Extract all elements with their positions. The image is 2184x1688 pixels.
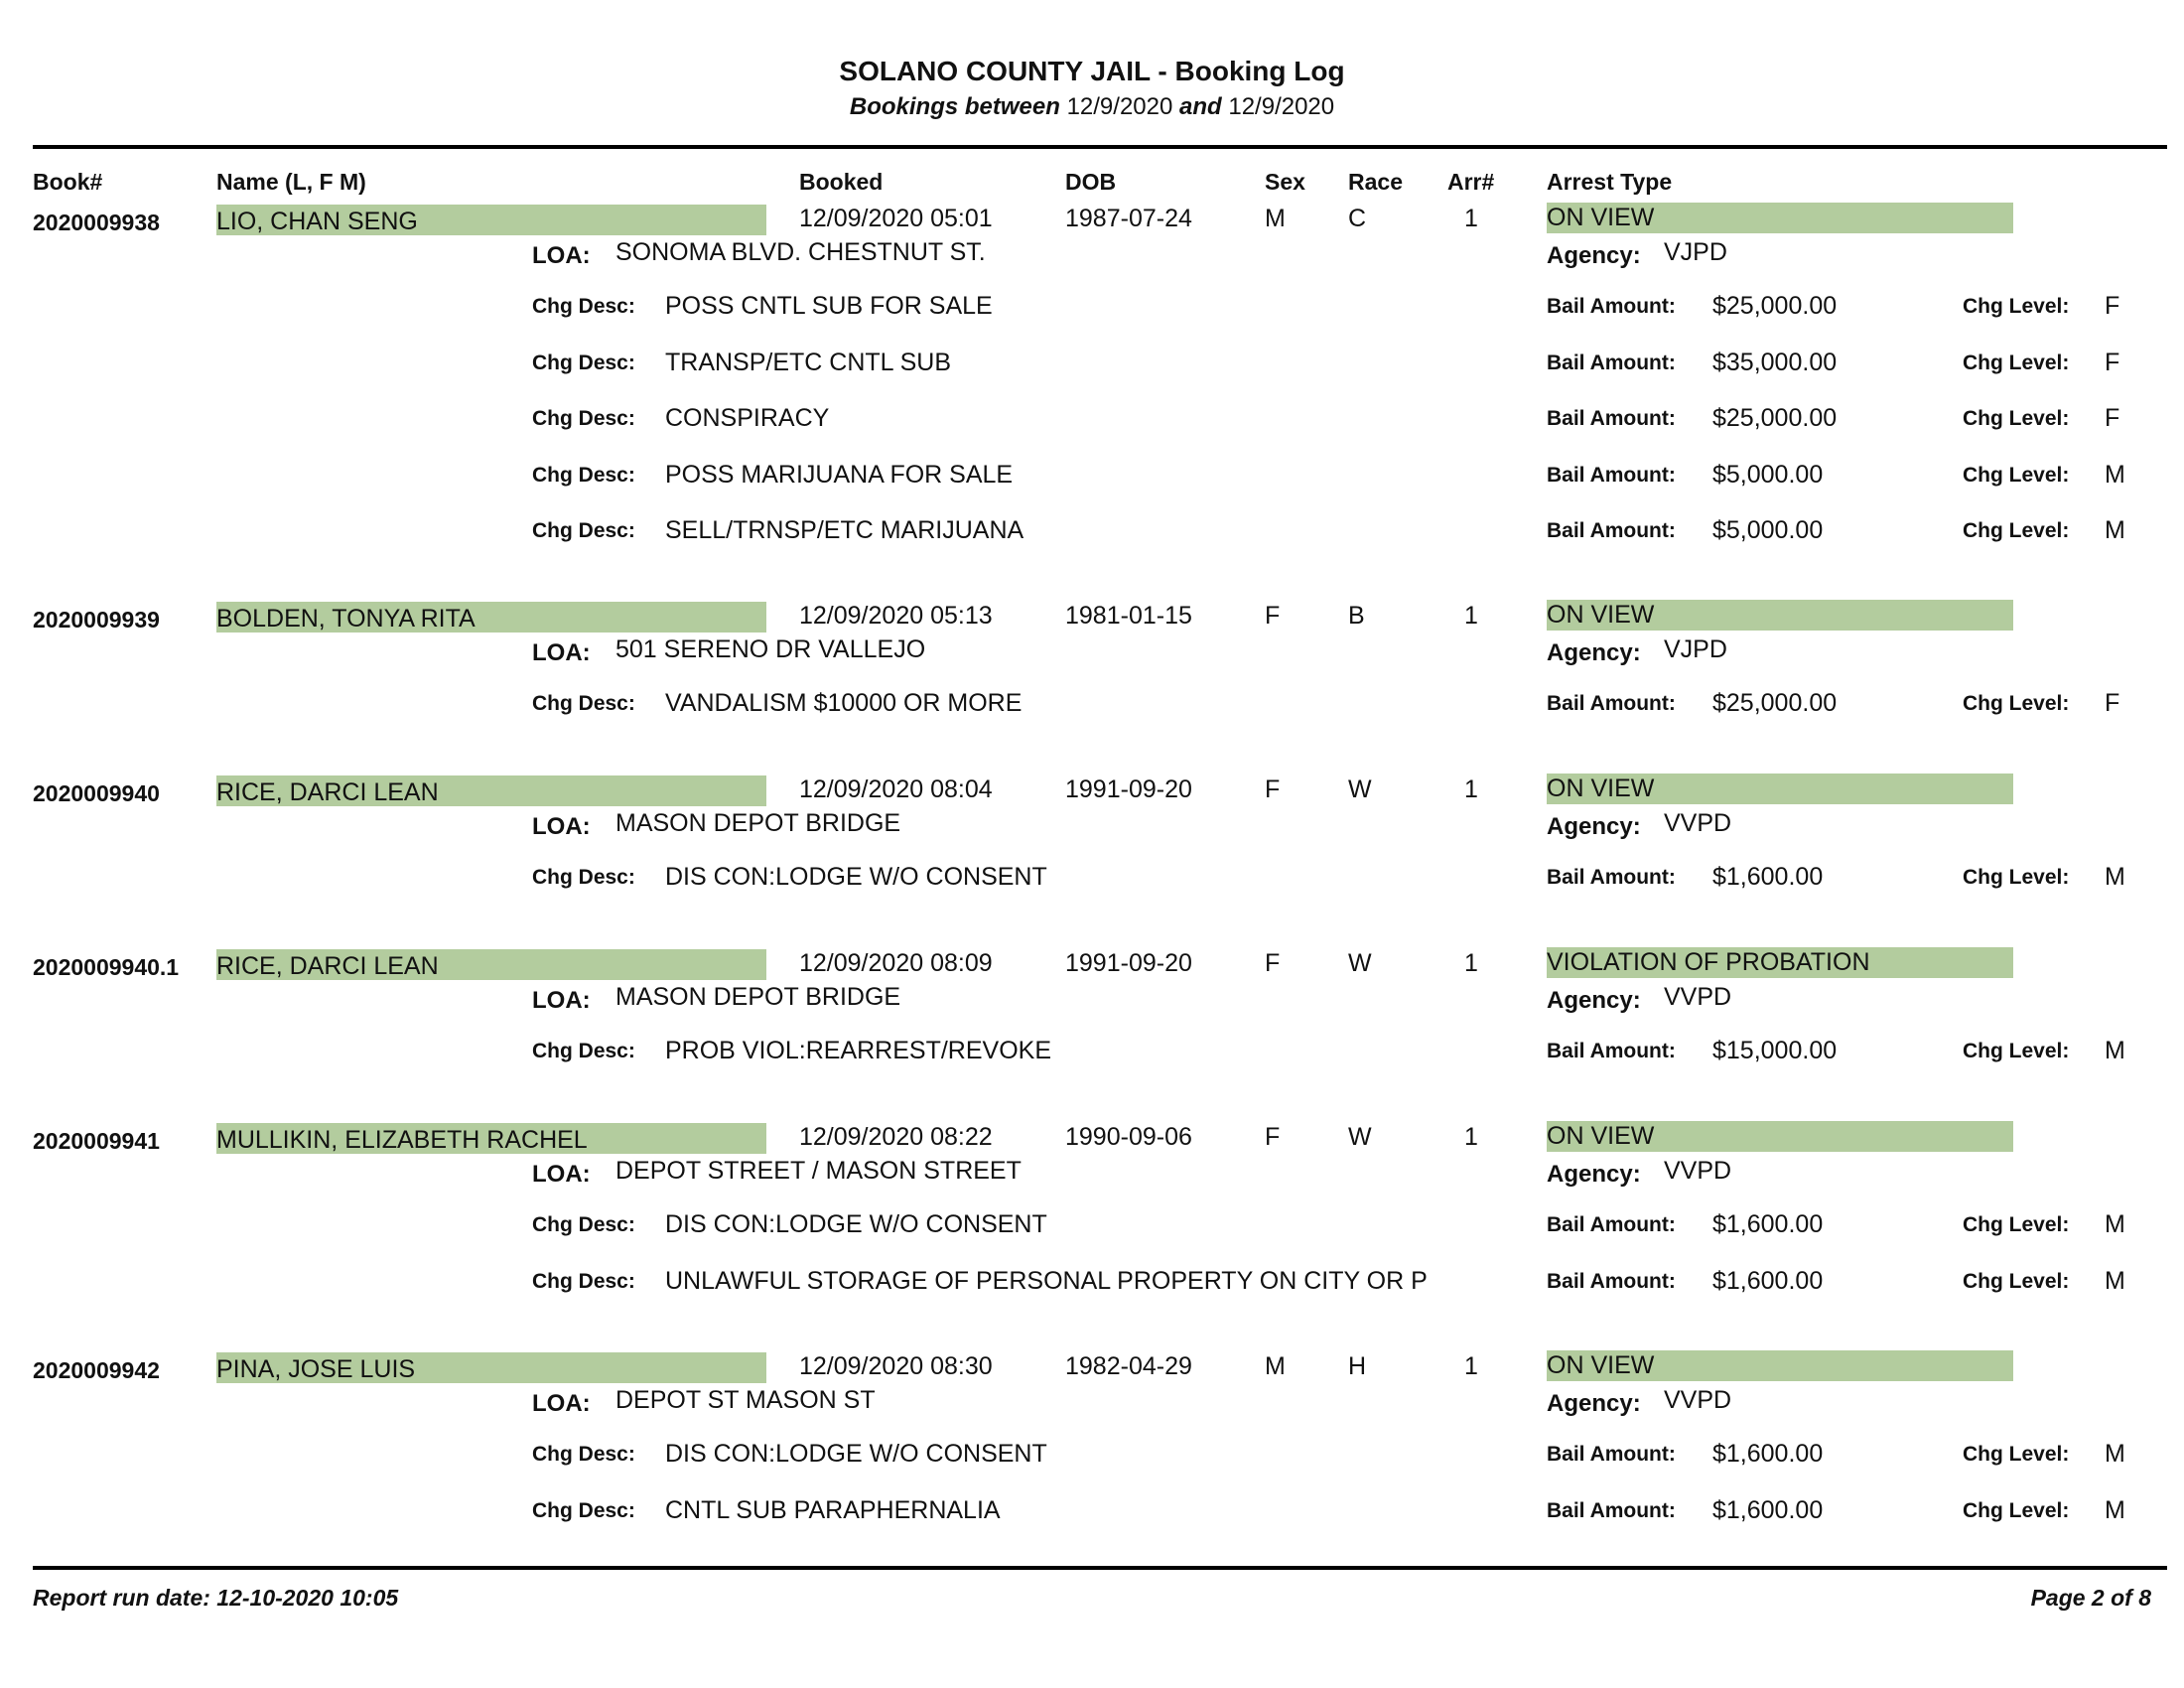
arrest-number: 1: [1464, 1352, 1478, 1380]
chg-desc-label: Chg Desc:: [532, 295, 635, 318]
chg-level-label: Chg Level:: [1963, 1498, 2070, 1522]
bail-amount-label: Bail Amount:: [1547, 519, 1676, 542]
agency-label: Agency:: [1547, 242, 1641, 269]
chg-desc-label: Chg Desc:: [532, 463, 635, 487]
arrest-number: 1: [1464, 949, 1478, 977]
booked-datetime: 12/09/2020 08:22: [799, 1123, 993, 1151]
col-race: Race: [1348, 169, 1403, 195]
arrest-number: 1: [1464, 775, 1478, 803]
chg-level-label: Chg Level:: [1963, 519, 2070, 542]
chg-desc: TRANSP/ETC CNTL SUB: [665, 348, 952, 376]
agency-value: VJPD: [1664, 635, 1727, 663]
sex: F: [1265, 775, 1281, 803]
subtitle-and: and: [1179, 93, 1222, 120]
booked-datetime: 12/09/2020 05:13: [799, 602, 993, 630]
chg-desc-label: Chg Desc:: [532, 351, 635, 374]
chg-desc-label: Chg Desc:: [532, 1498, 635, 1522]
bail-amount-label: Bail Amount:: [1547, 351, 1676, 374]
book-number: 2020009939: [33, 607, 160, 633]
bail-amount: $1,600.00: [1712, 863, 1824, 891]
loa-value: MASON DEPOT BRIDGE: [615, 983, 901, 1011]
sex: M: [1265, 1352, 1286, 1380]
race: B: [1348, 602, 1365, 630]
chg-desc-label: Chg Desc:: [532, 866, 635, 889]
race: W: [1348, 775, 1372, 803]
race: C: [1348, 205, 1367, 232]
col-book: Book#: [33, 169, 103, 195]
agency-label: Agency:: [1547, 1161, 1641, 1188]
booked-datetime: 12/09/2020 08:30: [799, 1352, 993, 1380]
chg-desc: PROB VIOL:REARREST/REVOKE: [665, 1037, 1051, 1064]
dob: 1990-09-06: [1065, 1123, 1192, 1151]
book-number: 2020009940: [33, 780, 160, 806]
chg-level-label: Chg Level:: [1963, 1213, 2070, 1236]
chg-level: M: [2105, 1037, 2125, 1064]
chg-level: F: [2105, 348, 2120, 376]
loa-label: LOA:: [532, 1161, 591, 1188]
agency-value: VVPD: [1664, 1386, 1732, 1414]
page-number: Page 2 of 8: [2030, 1585, 2151, 1611]
bail-amount-label: Bail Amount:: [1547, 866, 1676, 889]
chg-level: M: [2105, 460, 2125, 489]
sex: F: [1265, 602, 1281, 630]
agency-value: VVPD: [1664, 983, 1732, 1011]
chg-level-label: Chg Level:: [1963, 1269, 2070, 1293]
arrest-number: 1: [1464, 602, 1478, 630]
chg-desc-label: Chg Desc:: [532, 1443, 635, 1466]
loa-value: 501 SERENO DR VALLEJO: [615, 635, 926, 663]
bail-amount-label: Bail Amount:: [1547, 692, 1676, 715]
chg-desc: POSS CNTL SUB FOR SALE: [665, 292, 993, 320]
dob: 1982-04-29: [1065, 1352, 1192, 1380]
bail-amount: $25,000.00: [1712, 404, 1838, 432]
agency-label: Agency:: [1547, 813, 1641, 840]
date-to: 12/9/2020: [1228, 93, 1335, 120]
agency-value: VVPD: [1664, 1157, 1732, 1185]
bail-amount: $1,600.00: [1712, 1266, 1824, 1295]
chg-level: M: [2105, 1210, 2125, 1238]
inmate-name: BOLDEN, TONYA RITA: [216, 605, 476, 633]
dob: 1991-09-20: [1065, 949, 1192, 977]
chg-desc: DIS CON:LODGE W/O CONSENT: [665, 1440, 1047, 1468]
book-number: 2020009938: [33, 210, 160, 235]
loa-label: LOA:: [532, 639, 591, 666]
loa-value: DEPOT ST MASON ST: [615, 1386, 876, 1414]
bail-amount: $1,600.00: [1712, 1210, 1824, 1238]
bail-amount: $25,000.00: [1712, 689, 1838, 717]
loa-label: LOA:: [532, 987, 591, 1014]
col-name: Name (L, F M): [216, 169, 366, 195]
chg-level: M: [2105, 516, 2125, 544]
chg-desc: CONSPIRACY: [665, 404, 830, 432]
agency-label: Agency:: [1547, 639, 1641, 666]
dob: 1981-01-15: [1065, 602, 1192, 630]
agency-label: Agency:: [1547, 987, 1641, 1014]
chg-desc-label: Chg Desc:: [532, 519, 635, 542]
race: H: [1348, 1352, 1367, 1380]
report-subtitle: [0, 93, 2184, 121]
chg-level-label: Chg Level:: [1963, 295, 2070, 318]
inmate-name: RICE, DARCI LEAN: [216, 952, 439, 980]
bail-amount-label: Bail Amount:: [1547, 1040, 1676, 1062]
chg-desc: VANDALISM $10000 OR MORE: [665, 689, 1023, 717]
bail-amount-label: Bail Amount:: [1547, 463, 1676, 487]
agency-value: VJPD: [1664, 238, 1727, 266]
sex: M: [1265, 205, 1286, 232]
bail-amount: $35,000.00: [1712, 348, 1838, 376]
chg-level-label: Chg Level:: [1963, 1443, 2070, 1466]
loa-value: DEPOT STREET / MASON STREET: [615, 1157, 1022, 1185]
inmate-name: PINA, JOSE LUIS: [216, 1355, 416, 1383]
bail-amount: $1,600.00: [1712, 1440, 1824, 1468]
chg-desc: CNTL SUB PARAPHERNALIA: [665, 1495, 1001, 1524]
chg-level: M: [2105, 1440, 2125, 1468]
bail-amount-label: Bail Amount:: [1547, 1213, 1676, 1236]
bail-amount-label: Bail Amount:: [1547, 1443, 1676, 1466]
arrest-number: 1: [1464, 205, 1478, 232]
chg-level: F: [2105, 292, 2120, 320]
chg-level: M: [2105, 1495, 2125, 1524]
arrest-type: ON VIEW: [1547, 601, 1655, 629]
col-arrest-type: Arrest Type: [1547, 169, 1673, 195]
arrest-type: VIOLATION OF PROBATION: [1547, 948, 1870, 976]
sex: F: [1265, 949, 1281, 977]
book-number: 2020009940.1: [33, 954, 180, 980]
chg-desc: POSS MARIJUANA FOR SALE: [665, 460, 1014, 489]
chg-desc-label: Chg Desc:: [532, 1269, 635, 1293]
chg-level: F: [2105, 404, 2120, 432]
bail-amount: $5,000.00: [1712, 516, 1824, 544]
col-booked: Booked: [799, 169, 884, 195]
arrest-number: 1: [1464, 1123, 1478, 1151]
bail-amount-label: Bail Amount:: [1547, 1269, 1676, 1293]
arrest-type: ON VIEW: [1547, 1122, 1655, 1150]
col-dob: DOB: [1065, 169, 1117, 195]
race: W: [1348, 1123, 1372, 1151]
loa-value: MASON DEPOT BRIDGE: [615, 809, 901, 837]
col-arr: Arr#: [1447, 169, 1495, 195]
booked-datetime: 12/09/2020 05:01: [799, 205, 993, 232]
arrest-type: ON VIEW: [1547, 1351, 1655, 1379]
col-sex: Sex: [1265, 169, 1305, 195]
inmate-name: RICE, DARCI LEAN: [216, 778, 439, 806]
report-title: SOLANO COUNTY JAIL - Booking Log: [839, 56, 1345, 86]
book-number: 2020009942: [33, 1357, 160, 1383]
chg-desc-label: Chg Desc:: [532, 692, 635, 715]
dob: 1991-09-20: [1065, 775, 1192, 803]
bail-amount-label: Bail Amount:: [1547, 1498, 1676, 1522]
bail-amount: $1,600.00: [1712, 1495, 1824, 1524]
chg-level-label: Chg Level:: [1963, 407, 2070, 430]
arrest-type: ON VIEW: [1547, 774, 1655, 802]
booked-datetime: 12/09/2020 08:04: [799, 775, 993, 803]
arrest-type: ON VIEW: [1547, 204, 1655, 231]
chg-desc-label: Chg Desc:: [532, 1213, 635, 1236]
chg-level-label: Chg Level:: [1963, 351, 2070, 374]
report-run-date: Report run date: 12-10-2020 10:05: [33, 1585, 399, 1611]
chg-level-label: Chg Level:: [1963, 1040, 2070, 1062]
bail-amount-label: Bail Amount:: [1547, 295, 1676, 318]
chg-desc: SELL/TRNSP/ETC MARIJUANA: [665, 516, 1024, 544]
booked-datetime: 12/09/2020 08:09: [799, 949, 993, 977]
bail-amount: $25,000.00: [1712, 292, 1838, 320]
top-rule: [33, 145, 2167, 149]
loa-label: LOA:: [532, 813, 591, 840]
chg-level: M: [2105, 863, 2125, 891]
chg-level-label: Chg Level:: [1963, 866, 2070, 889]
bail-amount: $5,000.00: [1712, 460, 1824, 489]
race: W: [1348, 949, 1372, 977]
loa-value: SONOMA BLVD. CHESTNUT ST.: [615, 238, 986, 266]
book-number: 2020009941: [33, 1128, 160, 1154]
loa-label: LOA:: [532, 242, 591, 269]
date-from: 12/9/2020: [1066, 93, 1173, 120]
chg-level: F: [2105, 689, 2120, 717]
chg-desc-label: Chg Desc:: [532, 1040, 635, 1062]
chg-desc: DIS CON:LODGE W/O CONSENT: [665, 1210, 1047, 1238]
loa-label: LOA:: [532, 1390, 591, 1417]
dob: 1987-07-24: [1065, 205, 1192, 232]
chg-level: M: [2105, 1266, 2125, 1295]
agency-label: Agency:: [1547, 1390, 1641, 1417]
inmate-name: LIO, CHAN SENG: [216, 208, 418, 235]
bail-amount-label: Bail Amount:: [1547, 407, 1676, 430]
bottom-rule: [33, 1566, 2167, 1570]
chg-desc: DIS CON:LODGE W/O CONSENT: [665, 863, 1047, 891]
agency-value: VVPD: [1664, 809, 1732, 837]
chg-level-label: Chg Level:: [1963, 692, 2070, 715]
chg-level-label: Chg Level:: [1963, 463, 2070, 487]
bail-amount: $15,000.00: [1712, 1037, 1838, 1064]
subtitle-prefix: Bookings between: [849, 93, 1060, 120]
inmate-name: MULLIKIN, ELIZABETH RACHEL: [216, 1126, 588, 1154]
sex: F: [1265, 1123, 1281, 1151]
chg-desc-label: Chg Desc:: [532, 407, 635, 430]
chg-desc: UNLAWFUL STORAGE OF PERSONAL PROPERTY ON CITY OR P: [665, 1266, 1428, 1295]
